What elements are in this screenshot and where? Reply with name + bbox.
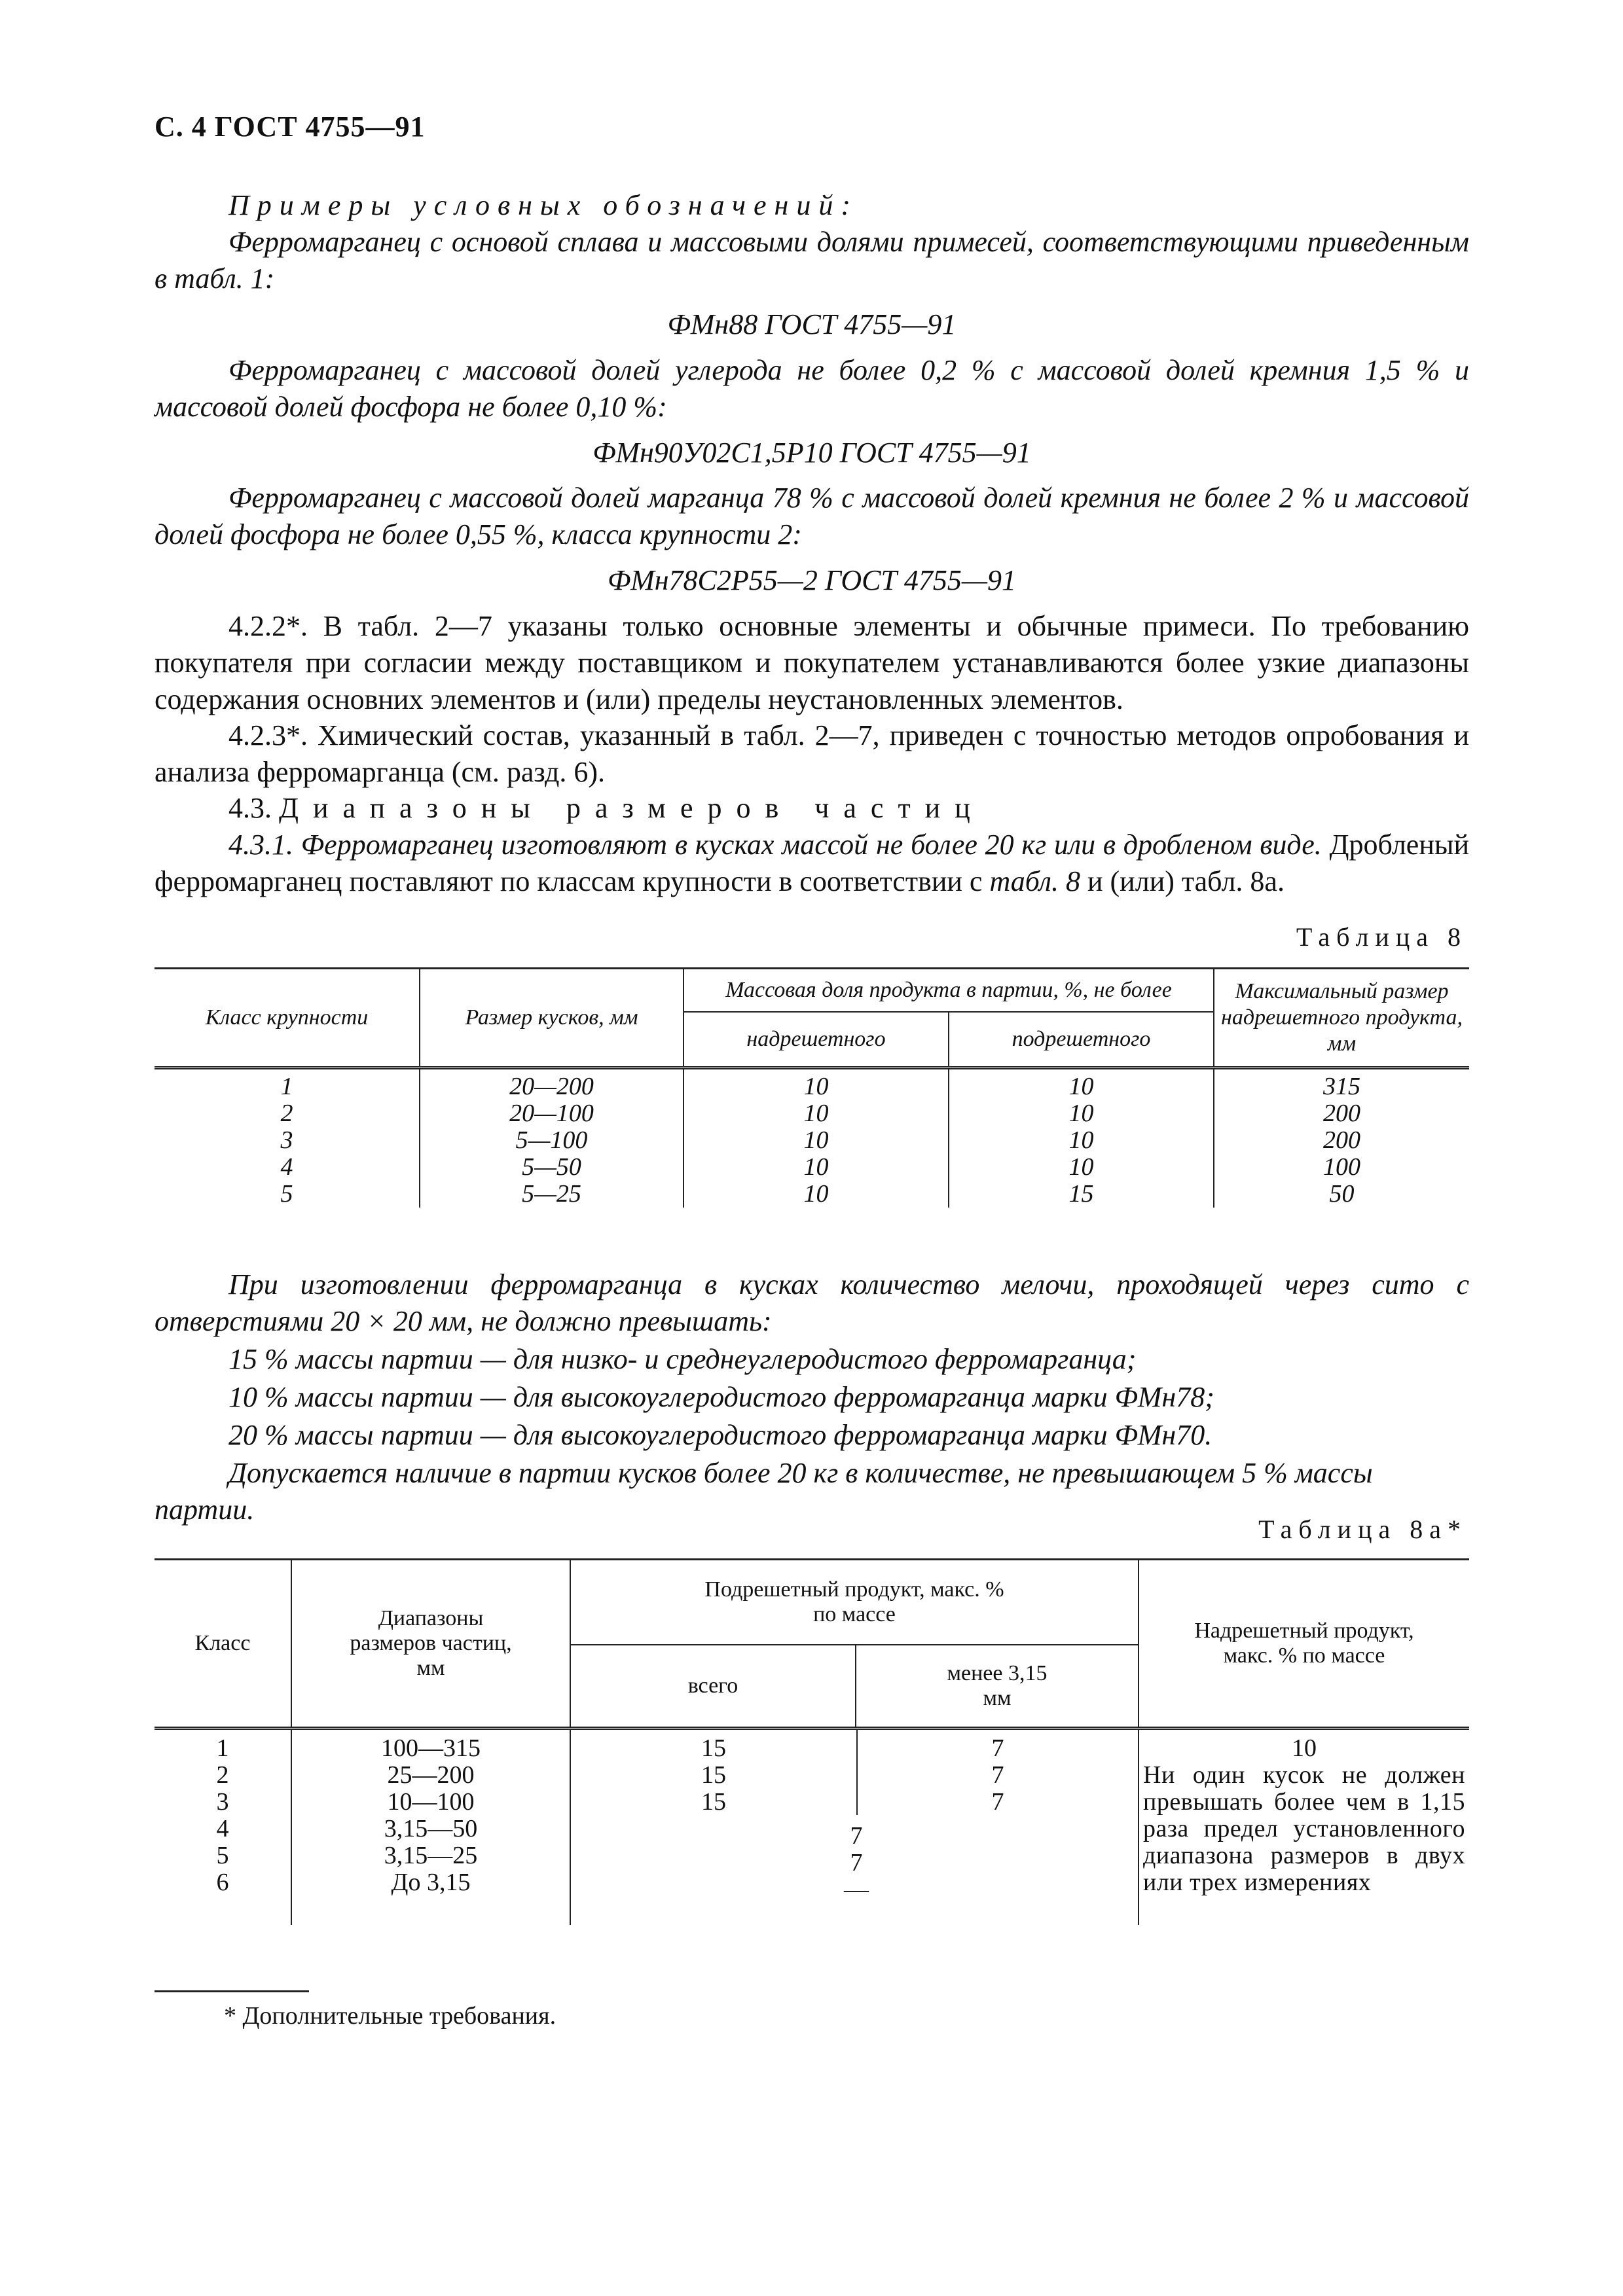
table-8a-over-note: Ни один кусок не должен превышать более чем в 1,15 раза предел установленного диапазона размеров в двух или трех измерениях — [1143, 1761, 1465, 1896]
table-8-header-size: Размер кусков, мм — [420, 969, 684, 1068]
table-8-header-under: подрешетного — [949, 1012, 1214, 1068]
footnote: * Дополнительные требования. — [224, 2002, 556, 2030]
clause-4-3-number: 4.3. — [228, 792, 272, 824]
fines-line-3: 20 % массы партии — для высокоуглеродистого ферромарганца марки ФМн70. — [228, 1419, 1213, 1451]
fines-intro: При изготовлении ферромарганца в кусках количество мелочи, проходящей через сито с отверстиями 20 × 20 мм, не должно превышать: — [155, 1268, 1469, 1337]
table-row: 1 2 3 4 5 6 100—315 25—200 10—100 3,15—50 3,15—25 До 3,15 15 15 15 7 7 7 7 7 — 10 Ни один кусок не должен превышать более чем в 1,15 раза предел установленного диапазона размеров в двух или трех измерениях — [155, 1729, 1469, 1925]
clause-4-2-3: 4.2.3*. Химический состав, указанный в табл. 2—7, приведен с точностью методов опробования и анализа ферромарганца (см. разд. 6). — [155, 719, 1469, 788]
example-2-text: Ферромарганец с массовой долей углерода не более 0,2 % с массовой долей кремния 1,5 % и массовой долей фосфора не более 0,10 %: — [155, 354, 1469, 423]
table-8a-header-fine: менее 3,15 мм — [856, 1645, 1139, 1729]
table-row: 1 2 3 4 5 20—200 20—100 5—100 5—50 5—25 10 10 10 10 10 10 10 10 10 15 315 200 200 100 50 — [155, 1068, 1469, 1208]
example-2-code: ФМн90У02С1,5Р10 ГОСТ 4755—91 — [593, 437, 1031, 469]
example-3-text: Ферромарганец с массовой долей марганца 78 % с массовой долей кремния не более 2 % и массовой долей фосфора не более 0,55 %, класса крупности 2: — [155, 482, 1469, 550]
table-8-header-class: Класс крупности — [155, 969, 420, 1068]
table-8a-over-value: 10 — [1292, 1734, 1317, 1762]
example-1-code: ФМн88 ГОСТ 4755—91 — [667, 308, 957, 340]
table-8a-header-class: Класс — [155, 1560, 291, 1729]
example-1-text: Ферромарганец с основой сплава и массовыми долями примесей, соответствующими приведенным в табл. 1: — [155, 226, 1469, 295]
table-8a-caption: Таблица 8а* — [1258, 1515, 1467, 1544]
clause-4-3-1: 4.3.1. Ферромарганец изготовляют в кусках массой не более 20 кг или в дробленом виде. Дробленый ферромарганец поставляют по классам крупности в соответствии с табл. 8 и (или) табл. 8а. — [155, 829, 1469, 897]
table-8a-total-values: 15 15 15 — [701, 1734, 726, 1816]
example-3-code: ФМн78С2Р55—2 ГОСТ 4755—91 — [607, 564, 1017, 596]
footnote-divider — [155, 1990, 309, 1992]
table-8a-merged-values: 7 7 — — [844, 1822, 869, 1903]
table-8a-header-total: всего — [570, 1645, 856, 1729]
table-8a-header-over: Надрешетный продукт, макс. % по массе — [1139, 1560, 1469, 1729]
table-8-header-max: Максимальный размер надрешетного продукта, мм — [1214, 969, 1469, 1068]
clause-4-2-2: 4.2.2*. В табл. 2—7 указаны только основные элементы и обычные примеси. По требованию покупателя при согласии между поставщиком и покупателем устанавливаются более узкие диапазоны содержания основних элементов и (или) пределы неустановленных элементов. — [155, 610, 1469, 715]
table-8a-split-line — [856, 1730, 858, 1815]
table-8-link[interactable]: табл. 8 — [989, 865, 1080, 897]
clause-4-3-title: Диапазоны размеров частиц — [279, 792, 985, 824]
table-8-header-over: надрешетного — [684, 1012, 949, 1068]
table-8-header-group: Массовая доля продукта в партии, %, не более — [684, 969, 1214, 1012]
fines-line-2: 10 % массы партии — для высокоуглеродистого ферромарганца марки ФМн78; — [228, 1381, 1214, 1413]
table-8-caption: Таблица 8 — [1296, 922, 1467, 952]
fines-line-1: 15 % массы партии — для низко- и среднеуглеродистого ферромарганца; — [228, 1343, 1137, 1375]
table-8a-header-range: Диапазоны размеров частиц, мм — [291, 1560, 570, 1729]
table-8 — [155, 967, 1469, 1208]
table-8a-header-group: Подрешетный продукт, макс. % по массе — [570, 1560, 1139, 1645]
table-8a-fine-values: 7 7 7 — [991, 1734, 1004, 1816]
clause-4-3 — [155, 790, 1469, 827]
page-header: С. 4 ГОСТ 4755—91 — [155, 111, 426, 143]
examples-heading: Примеры условных обозначений: — [228, 189, 859, 221]
table-8a — [155, 1558, 1469, 1925]
fines-line-4: Допускается наличие в партии кусков более 20 кг в количестве, не превышающем 5 % массы партии. — [155, 1457, 1373, 1526]
